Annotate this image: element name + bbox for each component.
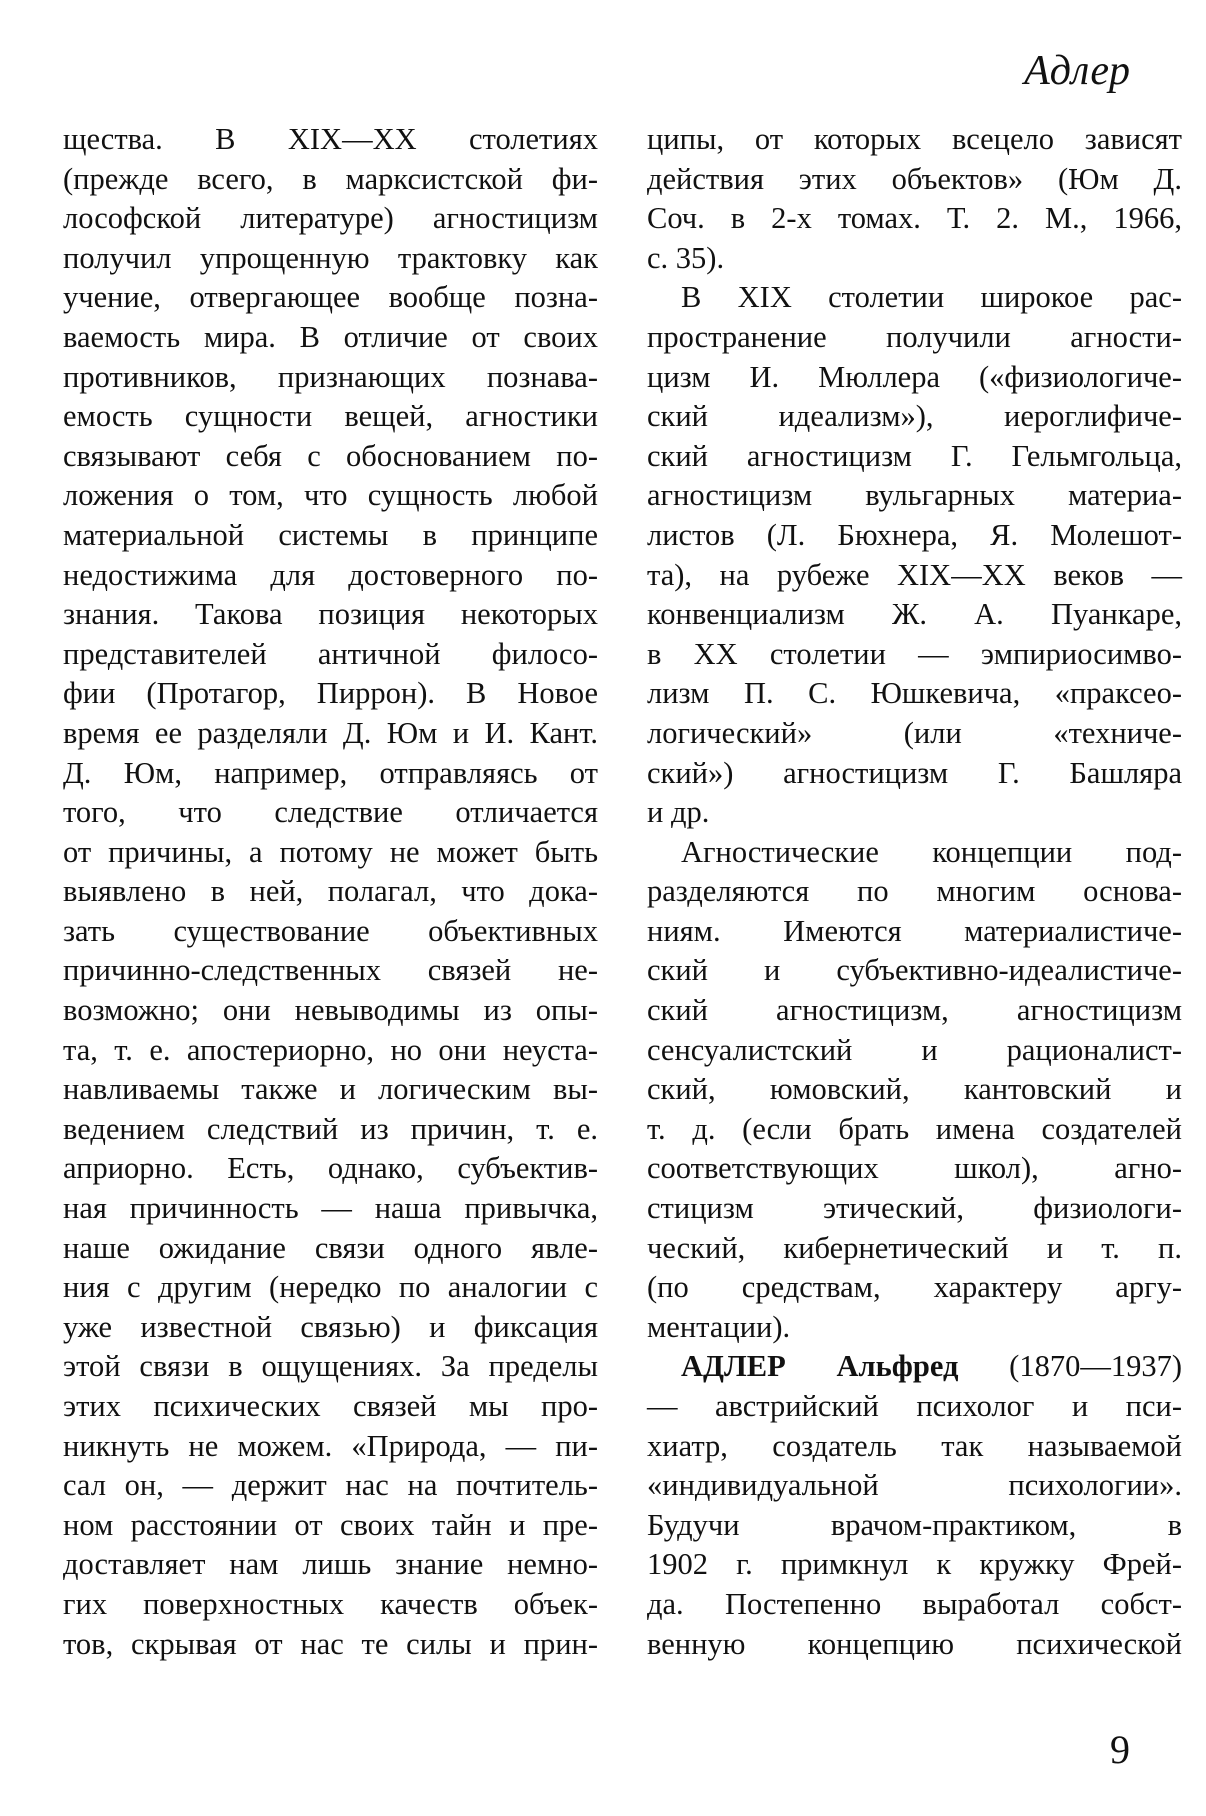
right-column	[647, 120, 1182, 1664]
text-line: разделяются по многим основа-	[647, 874, 1182, 909]
text-line: недостижима для достоверного по-	[63, 557, 598, 592]
text-line: возможно; они невыводимы из опы-	[63, 993, 598, 1028]
text-line: ведением следствий из причин, т. е.	[63, 1111, 598, 1146]
text-line: т. д. (если брать имена создателей	[647, 1111, 1182, 1146]
entry-headword: АДЛЕР Альфред	[681, 1349, 959, 1384]
text-line: «индивидуальной психологии».	[647, 1468, 1182, 1503]
text-line: ментации).	[647, 1309, 791, 1344]
text-line: Агностические концепции под-	[681, 834, 1182, 869]
text-line: ский идеализм»), иероглифиче-	[647, 399, 1182, 434]
text-line: венную концепцию психической	[647, 1626, 1182, 1661]
text-line: уже известной связью) и фиксация	[63, 1309, 598, 1344]
text-line: ложения о том, что сущность любой	[63, 478, 598, 513]
text-line: 1902 г. примкнул к кружку Фрей-	[647, 1547, 1182, 1582]
text-line: ский агностицизм Г. Гельмгольца,	[647, 438, 1182, 473]
text-line: от причины, а потому не может быть	[63, 834, 598, 869]
text-line: ципы, от которых всецело зависят	[647, 122, 1182, 156]
text-line: с. 35).	[647, 240, 725, 275]
text-line: стицизм этический, физиологи-	[647, 1191, 1182, 1226]
text-line: в XX столетии — эмпириосимво-	[647, 636, 1182, 671]
text-line: причинно-следственных связей не-	[63, 953, 598, 988]
text-line: выявлено в ней, полагал, что дока-	[63, 874, 598, 909]
text-line: Соч. в 2-х томах. Т. 2. М., 1966,	[647, 201, 1182, 236]
text-line: ном расстоянии от своих тайн и пре-	[63, 1507, 598, 1542]
text-line: того, что следствие отличается	[63, 795, 598, 830]
text-line: сенсуалистский и рационалист-	[647, 1032, 1182, 1067]
text-line: ский агностицизм, агностицизм	[647, 993, 1182, 1028]
text-line: учение, отвергающее вообще позна-	[63, 280, 598, 315]
text-line: противников, признающих познава-	[63, 359, 598, 394]
text-line: соответствующих школ), агно-	[647, 1151, 1182, 1186]
paragraph-xix-century	[647, 278, 1182, 832]
text-line: ная причинность — наша привычка,	[63, 1191, 598, 1226]
text-line: ский и субъективно-идеалистиче-	[647, 953, 1182, 988]
entry-adler	[647, 1347, 1182, 1664]
text-line: зать существование объективных	[63, 913, 598, 948]
text-line: априорно. Есть, однако, субъектив-	[63, 1151, 598, 1186]
text-line: ский, юмовский, кантовский и	[647, 1072, 1182, 1107]
text-line: Д. Юм, например, отправляясь от	[63, 755, 598, 790]
text-line: лософской литературе) агностицизм	[63, 201, 598, 236]
text-line: пространение получили агности-	[647, 319, 1182, 354]
entry-dates: (1870—1937)	[1009, 1349, 1182, 1384]
text-line: навливаемы также и логическим вы-	[63, 1072, 598, 1107]
text-line: и др.	[647, 795, 710, 830]
text-line: (прежде всего, в марксистской фи-	[63, 161, 598, 196]
text-line: да. Постепенно выработал собст-	[647, 1586, 1182, 1621]
entry-heading-line	[647, 1347, 1182, 1387]
text-line: ский») агностицизм Г. Башляра	[647, 755, 1182, 790]
text-line: связывают себя с обоснованием по-	[63, 438, 598, 473]
text-line: доставляет нам лишь знание немно-	[63, 1547, 598, 1582]
text-line: ния с другим (нередко по аналогии с	[63, 1270, 598, 1305]
page-number: 9	[1110, 1727, 1130, 1772]
text-line: агностицизм вульгарных материа-	[647, 478, 1182, 513]
text-line: та), на рубеже XIX—XX веков —	[647, 557, 1182, 592]
quote-continuation	[647, 120, 1182, 278]
text-line: хиатр, создатель так называемой	[647, 1428, 1182, 1463]
text-line: представителей античной филосо-	[63, 636, 598, 671]
text-line: действия этих объектов» (Юм Д.	[647, 161, 1182, 196]
text-line: гих поверхностных качеств объек-	[63, 1586, 598, 1621]
text-line: щества. В XIX—XX столетиях	[63, 122, 598, 156]
text-line: получил упрощенную трактовку как	[63, 240, 598, 275]
text-line: Будучи врачом-практиком, в	[647, 1507, 1182, 1542]
text-line: та, т. е. апостериорно, но они неуста-	[63, 1032, 598, 1067]
text-line: сал он, — держит нас на почтитель-	[63, 1468, 598, 1503]
text-line: знания. Такова позиция некоторых	[63, 597, 598, 632]
text-line: емость сущности вещей, агностики	[63, 399, 598, 434]
text-line: конвенциализм Ж. А. Пуанкаре,	[647, 597, 1182, 632]
text-line: цизм И. Мюллера («физиологиче-	[647, 359, 1182, 394]
text-line: никнуть не можем. «Природа, — пи-	[63, 1428, 598, 1463]
text-line: (по средствам, характеру аргу-	[647, 1270, 1182, 1305]
text-line: фии (Протагор, Пиррон). В Новое	[63, 676, 598, 711]
text-line: лизм П. С. Юшкевича, «праксео-	[647, 676, 1182, 711]
text-line: ваемость мира. В отличие от своих	[63, 319, 598, 354]
text-line: материальной системы в принципе	[63, 517, 598, 552]
text-line: наше ожидание связи одного явле-	[63, 1230, 598, 1265]
text-line: логический» (или «техниче-	[647, 715, 1182, 750]
text-line: тов, скрывая от нас те силы и прин-	[63, 1626, 598, 1661]
text-line: листов (Л. Бюхнера, Я. Молешот-	[647, 517, 1182, 552]
paragraph-agnostic-concepts	[647, 833, 1182, 1348]
running-head: Адлер	[1024, 48, 1130, 94]
left-column	[63, 120, 598, 1664]
text-line: ниям. Имеются материалистиче-	[647, 913, 1182, 948]
text-line: В XIX столетии широкое рас-	[681, 280, 1182, 315]
text-line: этой связи в ощущениях. За пределы	[63, 1349, 598, 1384]
text-line: этих психических связей мы про-	[63, 1389, 598, 1423]
text-line: ческий, кибернетический и т. п.	[647, 1230, 1182, 1265]
text-line: — австрийский психолог и пси-	[647, 1389, 1182, 1423]
text-line: время ее разделяли Д. Юм и И. Кант.	[63, 715, 598, 750]
